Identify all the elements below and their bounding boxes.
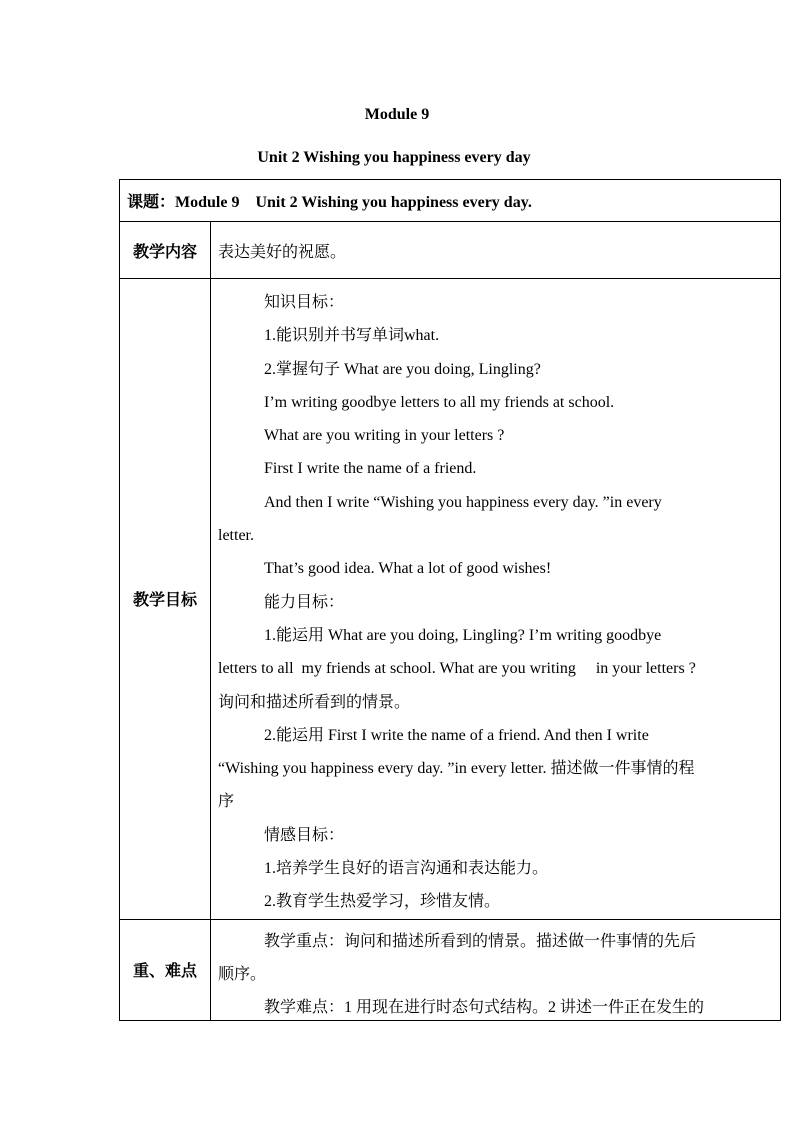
goals-line: 1.培养学生良好的语言沟通和表达能力。 [264,860,549,878]
goals-row [120,279,781,920]
content-text: 表达美好的祝愿。 [218,243,347,261]
goals-line: 询问和描述所看到的情景。 [218,693,411,711]
content-row [120,222,781,279]
key-points-label: 重、难点 [120,919,211,1020]
goals-line: And then I write “Wishing you happiness every day. ”in every [264,493,662,511]
unit-title: Unit 2 Wishing you happiness every day [257,149,531,166]
goals-line: 序 [218,793,235,811]
key-points-row [120,919,781,1020]
goals-line: 2.能运用 First I write the name of a friend. And then I write [264,726,649,744]
content-label: 教学内容 [120,222,211,279]
goals-text [211,279,780,919]
content-cell [211,222,781,279]
key-line: 顺序。 [218,965,267,983]
goals-line: I’m writing goodbye letters to all my friends at school. [264,393,615,411]
goals-line: That’s good idea. What a lot of good wishes! [264,560,552,578]
key-points-text [211,920,780,1020]
goals-line: 知识目标： [264,294,345,311]
topic-text: 课题：Module 9 Unit 2 Wishing you happiness every day. [127,194,532,211]
key-line: 教学难点：1 用现在进行时态句式结构。2 讲述一件正在发生的 [264,998,705,1016]
goals-line: letter. [218,527,254,545]
key-line: 教学重点：询问和描述所看到的情景。描述做一件事情的先后 [264,932,697,950]
goals-line: 1.能运用 What are you doing, Lingling? I’m writing goodbye [264,626,662,644]
module-title: Module 9 [364,106,430,123]
goals-cell [211,279,781,920]
key-points-cell [211,919,781,1020]
goals-line: letters to all my friends at school. What are you writing in your letters ? [218,660,696,678]
goals-line: What are you writing in your letters ? [264,427,505,445]
lesson-plan-table [119,179,781,1021]
goals-line: 2.教育学生热爱学习，珍惜友情。 [264,893,501,911]
goals-line: First I write the name of a friend. [264,460,477,478]
goals-line: 情感目标： [264,826,345,844]
goals-line: 能力目标： [264,593,345,611]
topic-row [120,180,781,222]
topic-cell [120,180,781,222]
goals-line: “Wishing you happiness every day. ”in every letter. 描述做一件事情的程 [218,760,695,778]
goals-line: 2.掌握句子 What are you doing, Lingling? [264,360,541,378]
goals-label: 教学目标 [120,279,211,920]
goals-line: 1.能识别并书写单词what. [264,327,440,345]
